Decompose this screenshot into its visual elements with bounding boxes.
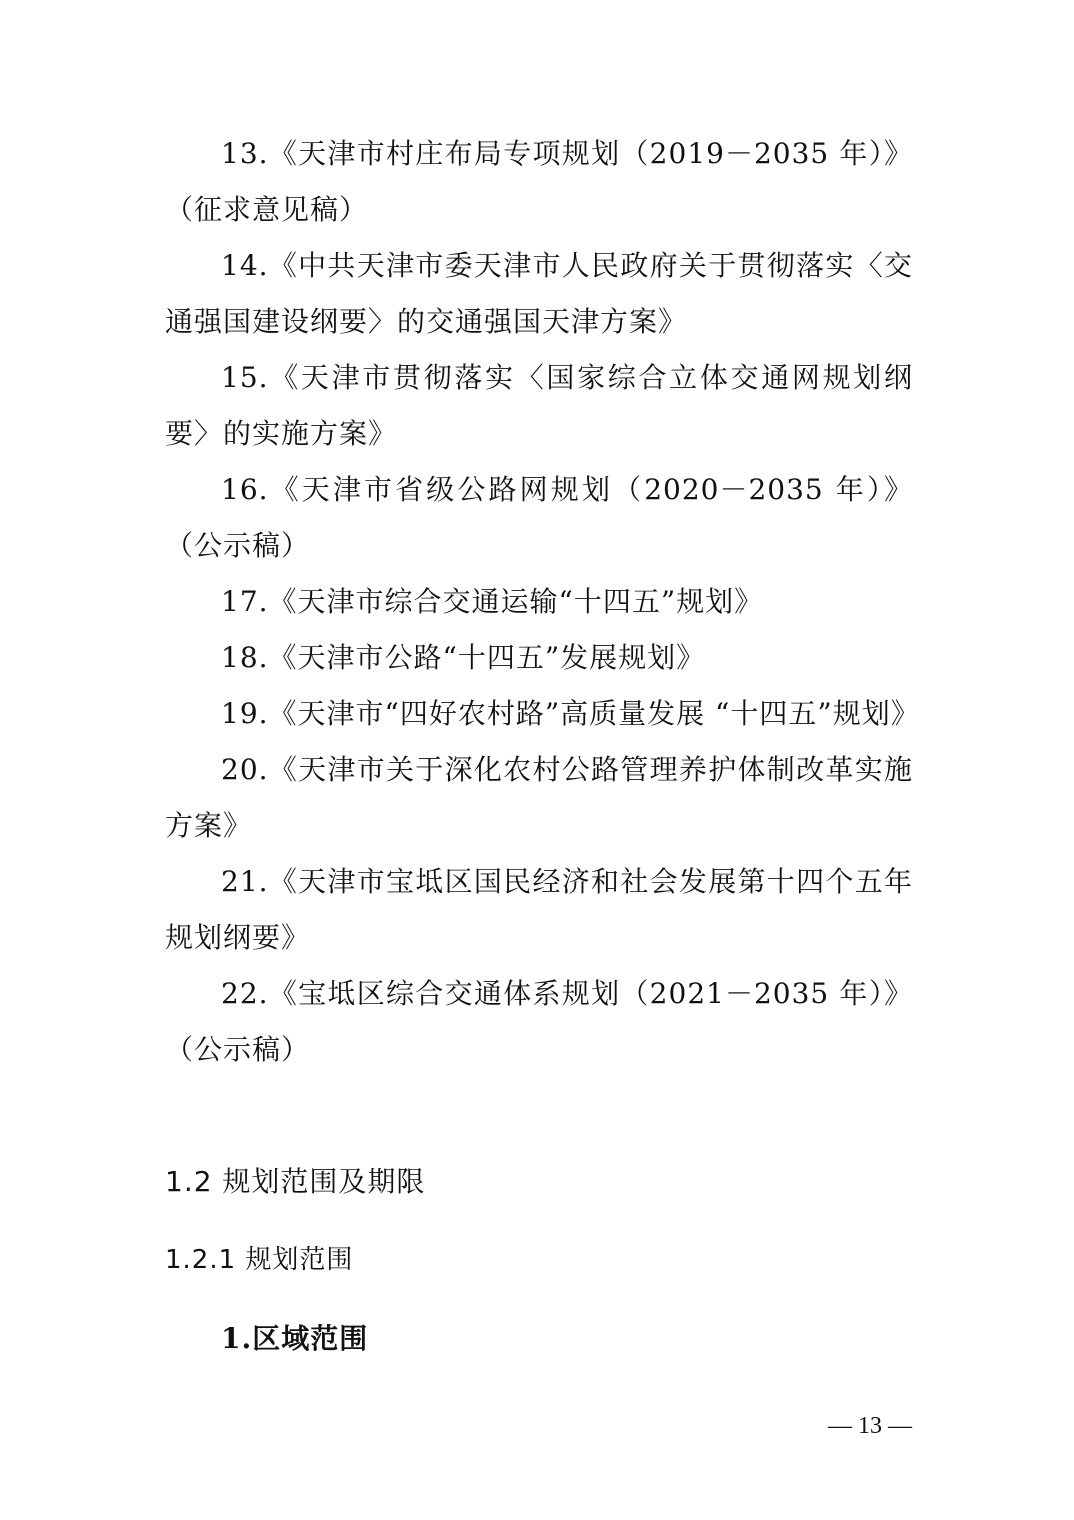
- reference-item-18: 18.《天津市公路“十四五”发展规划》: [221, 641, 706, 674]
- reference-item-15: 15.《天津市贯彻落实〈国家综合立体交通网规划纲要〉的实施方案》: [165, 361, 913, 450]
- item-heading: 1.区域范围: [221, 1322, 369, 1355]
- reference-item-16: 16.《天津市省级公路网规划（2020－2035 年）》（公示稿）: [165, 473, 913, 562]
- subsection-heading: 1.2.1 规划范围: [165, 1245, 354, 1275]
- reference-item-19: 19.《天津市“四好农村路”高质量发展 “十四五”规划》: [221, 697, 920, 730]
- section-heading: 1.2 规划范围及期限: [165, 1165, 426, 1198]
- reference-item-20: 20.《天津市关于深化农村公路管理养护体制改革实施方案》: [165, 753, 913, 842]
- reference-item-21: 21.《天津市宝坻区国民经济和社会发展第十四个五年规划纲要》: [165, 865, 913, 954]
- reference-list: [165, 126, 920, 1078]
- reference-item-17: 17.《天津市综合交通运输“十四五”规划》: [221, 585, 764, 618]
- reference-item-13: 13.《天津市村庄布局专项规划（2019－2035 年）》（征求意见稿）: [165, 137, 913, 226]
- page-number: — 13 —: [828, 1413, 912, 1439]
- reference-item-22: 22.《宝坻区综合交通体系规划（2021－2035 年）》（公示稿）: [165, 977, 913, 1066]
- reference-item-14: 14.《中共天津市委天津市人民政府关于贯彻落实〈交通强国建设纲要〉的交通强国天津方案》: [165, 249, 913, 338]
